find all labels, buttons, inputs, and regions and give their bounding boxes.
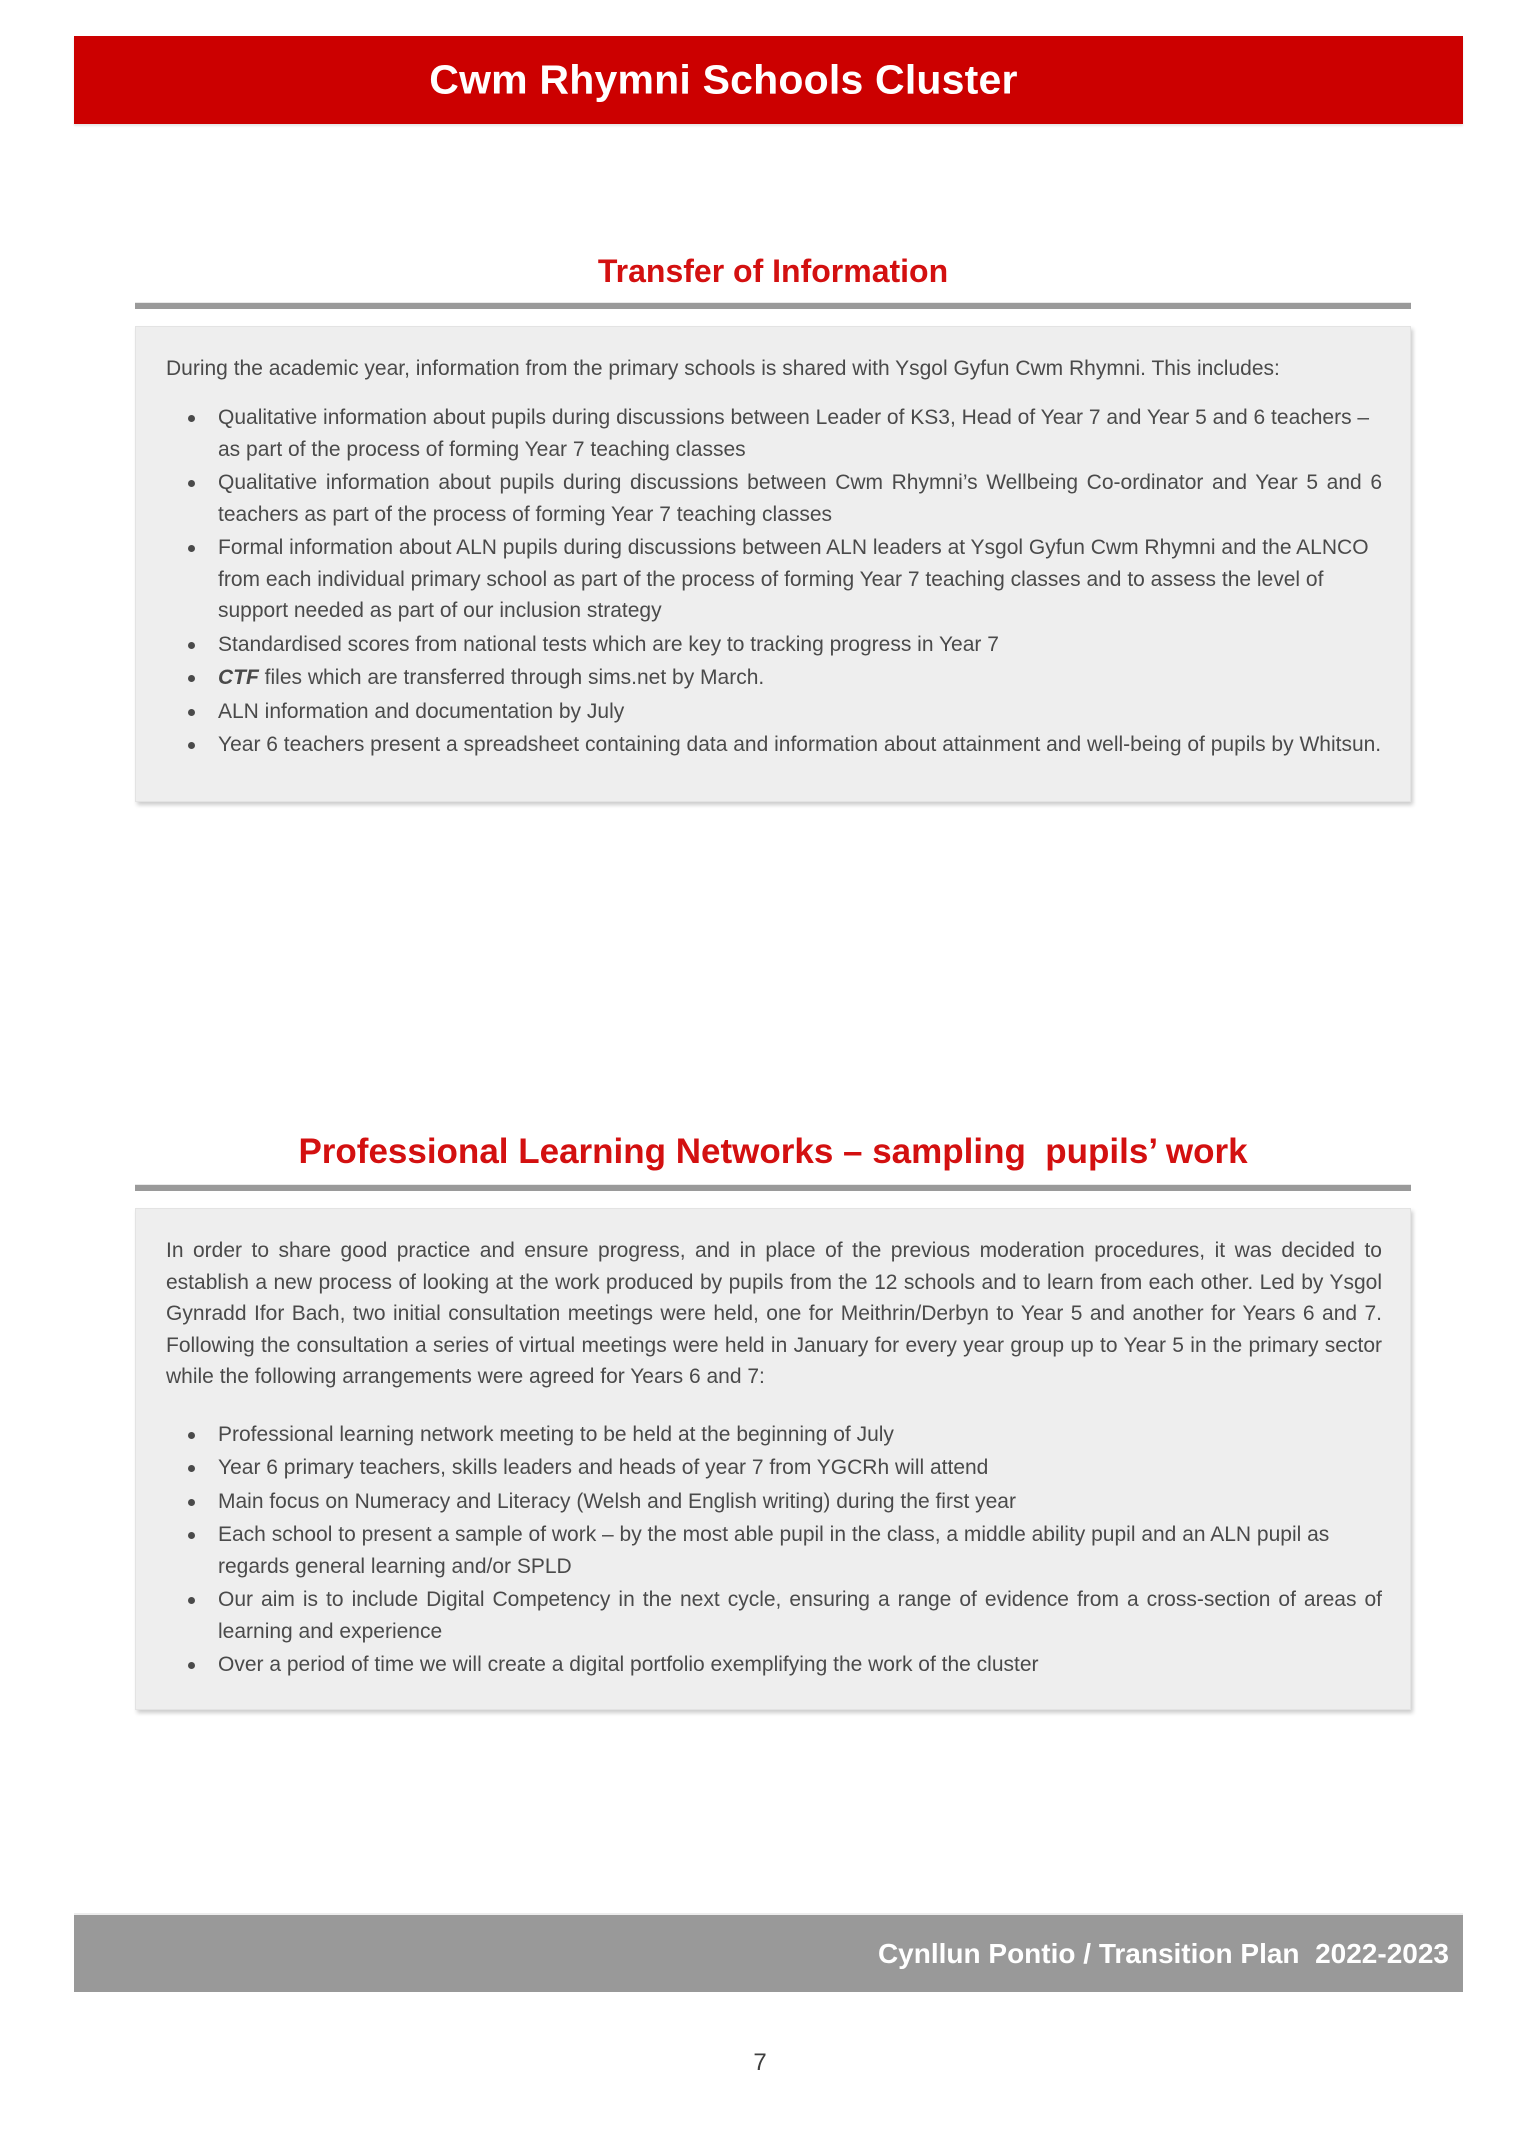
page-number: 7 — [753, 2049, 767, 2076]
list-item: Main focus on Numeracy and Literacy (Welsh and English writing) during the first year — [218, 1486, 1382, 1518]
section-transfer-of-information — [135, 253, 1411, 802]
section-divider — [135, 1184, 1411, 1191]
list-item: Professional learning network meeting to be held at the beginning of July — [218, 1419, 1382, 1451]
list-item: ALN information and documentation by July — [218, 696, 1382, 728]
list-item: Our aim is to include Digital Competency in the next cycle, ensuring a range of evidence from a cross-section of areas of learning and experience — [218, 1584, 1382, 1647]
bullet-list-pln — [166, 1419, 1382, 1681]
section-heading-pln: Professional Learning Networks – sampling pupils’ work — [298, 1132, 1248, 1171]
list-item: Year 6 primary teachers, skills leaders and heads of year 7 from YGCRh will attend — [218, 1452, 1382, 1484]
list-item: Formal information about ALN pupils during discussions between ALN leaders at Ysgol Gyfun Cwm Rhymni and the ALNCO from each individual primary school as part of the process of forming Year 7 teaching classes and to assess the level of support needed as part of our inclusion strategy — [218, 532, 1382, 627]
list-item: Year 6 teachers present a spreadsheet containing data and information about attainment and well-being of pupils by Whitsun. — [218, 729, 1382, 761]
intro-paragraph-pln: In order to share good practice and ensure progress, and in place of the previous moderation procedures, it was decided to establish a new process of looking at the work produced by pupils from the 12 schools and to learn from each other. Led by Ysgol Gynradd Ifor Bach, two initial consultation meetings were held, one for Meithrin/Derbyn to Year 5 and another for Years 6 and 7. Following the consultation a series of virtual meetings were held in January for every year group up to Year 5 in the primary sector while the following arrangements were agreed for Years 6 and 7: — [166, 1239, 1382, 1389]
footer-bar — [74, 1913, 1463, 1992]
bullet-list-transfer — [166, 402, 1382, 761]
list-item: Qualitative information about pupils during discussions between Leader of KS3, Head of Year 7 and Year 5 and 6 teachers – as part of the process of forming Year 7 teaching classes — [218, 402, 1382, 465]
page-title: Cwm Rhymni Schools Cluster — [429, 56, 1018, 103]
section-professional-learning-networks — [135, 1132, 1411, 1710]
list-item-ctf — [218, 662, 1382, 694]
section-heading-transfer: Transfer of Information — [597, 253, 949, 289]
list-item: Each school to present a sample of work – by the most able pupil in the class, a middle ability pupil and an ALN pupil as regards general learning and/or SPLD — [218, 1519, 1382, 1582]
section-divider — [135, 302, 1411, 309]
ctf-emphasis: CTF — [218, 666, 259, 690]
content-box-pln — [135, 1208, 1411, 1710]
list-item: Qualitative information about pupils during discussions between Cwm Rhymni’s Wellbeing Co-ordinator and Year 5 and 6 teachers as part of the process of forming Year 7 teaching classes — [218, 467, 1382, 530]
list-item: Over a period of time we will create a digital portfolio exemplifying the work of the cluster — [218, 1649, 1382, 1681]
content-box-transfer — [135, 326, 1411, 802]
intro-paragraph-transfer: During the academic year, information from the primary schools is shared with Ysgol Gyfun Cwm Rhymni. This includes: — [166, 356, 1280, 380]
list-item: Standardised scores from national tests which are key to tracking progress in Year 7 — [218, 629, 1382, 661]
ctf-rest: files which are transferred through sims.net by March. — [258, 666, 765, 690]
footer-text: Cynllun Pontio / Transition Plan 2022-2023 — [877, 1937, 1449, 1969]
header-banner — [74, 36, 1463, 124]
